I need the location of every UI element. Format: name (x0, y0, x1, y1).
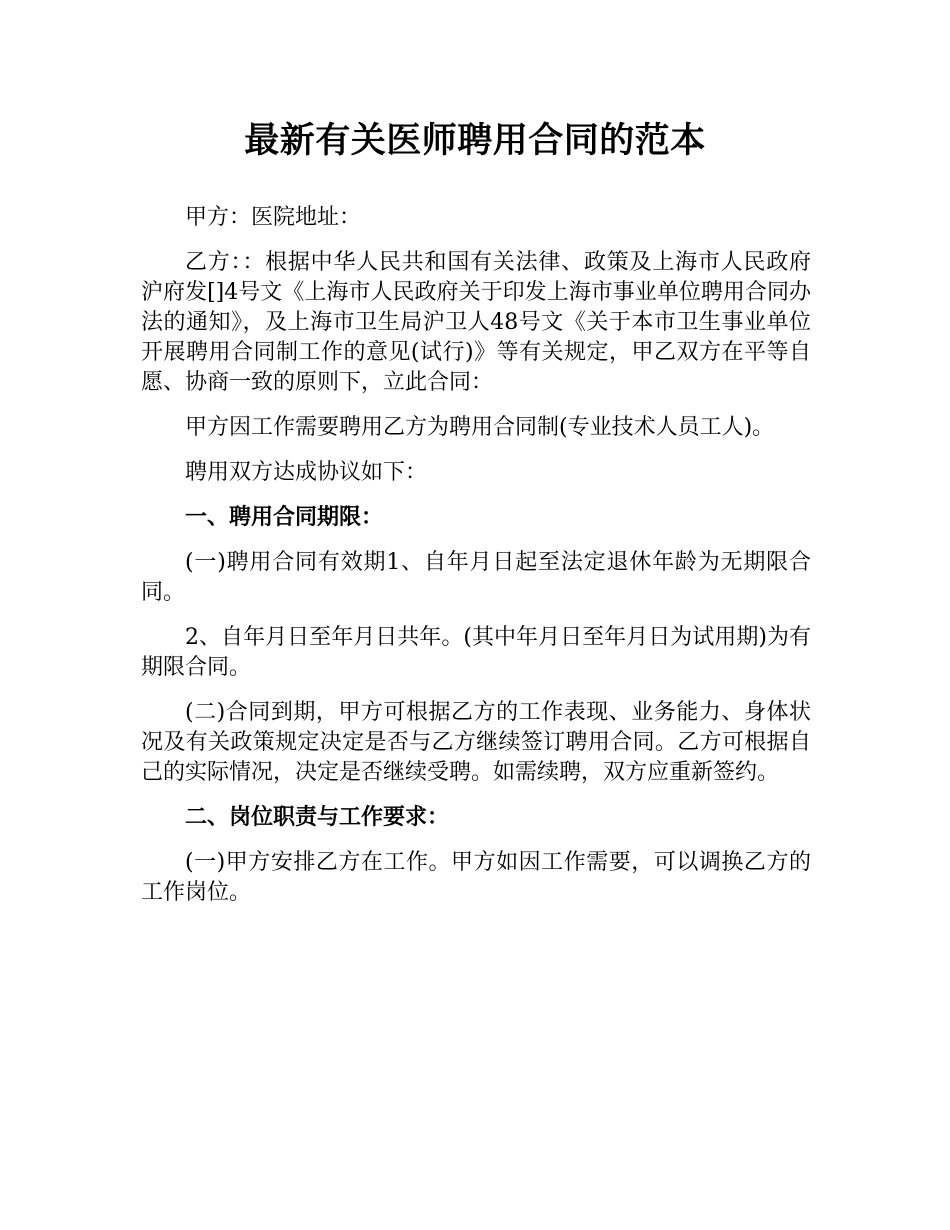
term-clause-2: 2、自年月日至年月日共年。(其中年月日至年月日为试用期)为有期限合同。 (141, 625, 811, 680)
agreement-intro: 聘用双方达成协议如下： (185, 460, 428, 485)
document-body (141, 203, 811, 923)
section-heading-term: 一、聘用合同期限： (185, 505, 384, 530)
term-clause-renewal: (二)合同到期，甲方可根据乙方的工作表现、业务能力、身体状况及有关政策规定决定是否与乙方继续签订聘用合同。乙方可根据自己的实际情况，决定是否继续受聘。如需续聘，双方应重新签约。 (141, 700, 811, 785)
document-title: 最新有关医师聘用合同的范本 (244, 121, 706, 161)
duties-clause-1: (一)甲方安排乙方在工作。甲方如因工作需要，可以调换乙方的工作岗位。 (141, 850, 811, 905)
term-clause-1: (一)聘用合同有效期1、自年月日起至法定退休年龄为无期限合同。 (141, 550, 811, 605)
employment-purpose: 甲方因工作需要聘用乙方为聘用合同制(专业技术人员工人)。 (185, 415, 775, 440)
party-b-preamble: 乙方：：根据中华人民共和国有关法律、政策及上海市人民政府沪府发[]4号文《上海市人民政府关于印发上海市事业单位聘用合同办法的通知》，及上海市卫生局沪卫人48号文《关于本市卫生事业单位开展聘用合同制工作的意见(试行)》等有关规定，甲乙双方在平等自愿、协商一致的原则下，立此合同： (141, 250, 811, 395)
section-heading-duties: 二、岗位职责与工作要求： (185, 805, 450, 830)
party-a-line: 甲方：医院地址： (185, 205, 362, 230)
